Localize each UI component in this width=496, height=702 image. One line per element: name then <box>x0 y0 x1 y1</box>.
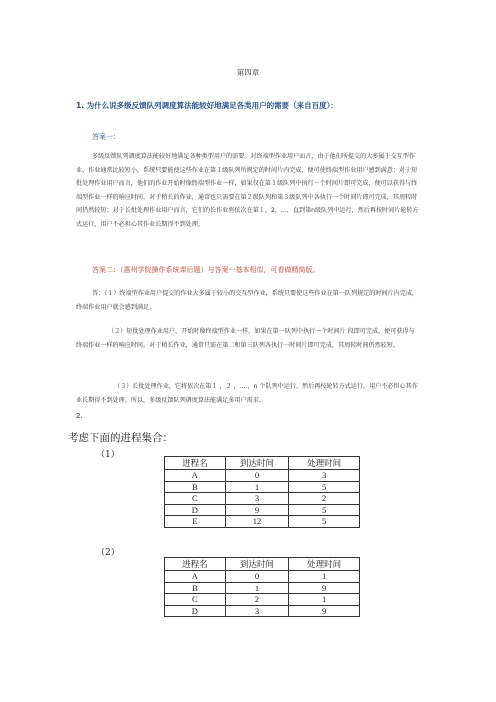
cell-processing: 2 <box>289 493 360 505</box>
cell-processing: 1 <box>289 594 360 606</box>
answer-2-label: 答案二：（惠州学院操作系统课后题）与答案一基本相似，可看做精简版。 <box>92 266 320 274</box>
cell-process: A <box>165 470 226 482</box>
table-row <box>165 470 360 482</box>
cell-process: B <box>165 582 226 594</box>
cell-processing: 5 <box>289 504 360 516</box>
answer-1-text: 多级反馈队列调度算法能较好地满足各种类型用户的需要。对终端型作业用户而言，由于他们所提交的大多属于交互型作业，作业通常比较短小，系统只要能使这些作业在第１级队列所规定的时间片内完成，便可使终端型作业用户感到满意；对于短批处理作业用户而言，他们的作业开始时像终端型作业一样，如果仅在第１级队列中执行一个时间片即可完成，便可以获得与终端型作业一样的响应时间，对于稍长的作业，通常也只需要在第２级队列和第３级队列中各执行一个时间片即可完成，其周转时间仍然较短；对于长批处理作业用户而言，它们的长作业将依次在第１，2，...，直到第n级队列中运行，然后再按时间片轮转方式运行，用户不必担心其作业长期得不到处理。 <box>76 153 419 228</box>
answer-2-paragraph-3: （３）长批处理作业，它将依次在第１ ，２ ，... ，n 个队列中运行，然后再按轮转方式运行，用户不必担心其作业长期得不到处理。所以，多级反馈队列调度算法能满足多用户需求。 <box>76 383 418 404</box>
process-set-intro: 考虑下面的进程集合： <box>68 432 173 444</box>
cell-arrival: 3 <box>225 605 289 617</box>
cell-process: C <box>165 493 226 505</box>
answer-2-paragraph-2: （２）短批处理作业用户，开始时像终端型作业一样，如果在第一队列中执行一个时间片 段即可完成，便可获得与终端作业一样的响应时间。对于稍长作业，通常只需在第二和第三队列各执行一时间片即可完成，其周转时间仍然较短。 <box>76 328 415 349</box>
header-arrival-time: 到达时间 <box>225 558 289 571</box>
table-row <box>165 605 360 617</box>
header-process-name: 进程名 <box>165 457 226 470</box>
answer-1-label: 答案一： <box>92 133 120 141</box>
process-table-1 <box>164 456 360 528</box>
header-arrival-time: 到达时间 <box>225 457 289 470</box>
cell-arrival: 12 <box>225 516 289 528</box>
table-row <box>165 493 360 505</box>
cell-arrival: 3 <box>225 493 289 505</box>
cell-process: D <box>165 504 226 516</box>
cell-processing: 5 <box>289 516 360 528</box>
cell-processing: 9 <box>289 605 360 617</box>
table-row <box>165 504 360 516</box>
cell-process: C <box>165 594 226 606</box>
cell-process: B <box>165 481 226 493</box>
cell-arrival: 0 <box>225 571 289 583</box>
cell-arrival: 1 <box>225 481 289 493</box>
cell-arrival: 0 <box>225 470 289 482</box>
cell-processing: 1 <box>289 571 360 583</box>
question-1: 1. 为什么说多级反馈队列调度算法能较好地满足各类用户的需要（来自百度）： <box>76 101 338 110</box>
cell-arrival: 1 <box>225 582 289 594</box>
set-1-label: （1） <box>96 450 120 460</box>
table-header-row <box>165 457 360 470</box>
cell-processing: 9 <box>289 582 360 594</box>
table-row <box>165 571 360 583</box>
cell-processing: 3 <box>289 470 360 482</box>
table-row <box>165 594 360 606</box>
process-table-2 <box>164 557 360 617</box>
header-processing-time: 处理时间 <box>289 457 360 470</box>
cell-process: E <box>165 516 226 528</box>
chapter-title: 第四章 <box>236 68 260 77</box>
cell-processing: 5 <box>289 481 360 493</box>
cell-arrival: 9 <box>225 504 289 516</box>
question-2: 2. <box>76 412 83 420</box>
table-row <box>165 582 360 594</box>
set-2-label: （2） <box>96 548 120 558</box>
table-row <box>165 516 360 528</box>
cell-process: A <box>165 571 226 583</box>
answer-2-paragraph-1: 答：（１）终端型作业用户提交的作业大多属于较小的交互型作业，系统只要使这些作业在第一队列规定的时间片内完成，终端作业用户就会感到满足。 <box>76 290 419 311</box>
cell-process: D <box>165 605 226 617</box>
header-processing-time: 处理时间 <box>289 558 360 571</box>
table-header-row <box>165 558 360 571</box>
table-row <box>165 481 360 493</box>
header-process-name: 进程名 <box>165 558 226 571</box>
cell-arrival: 2 <box>225 594 289 606</box>
